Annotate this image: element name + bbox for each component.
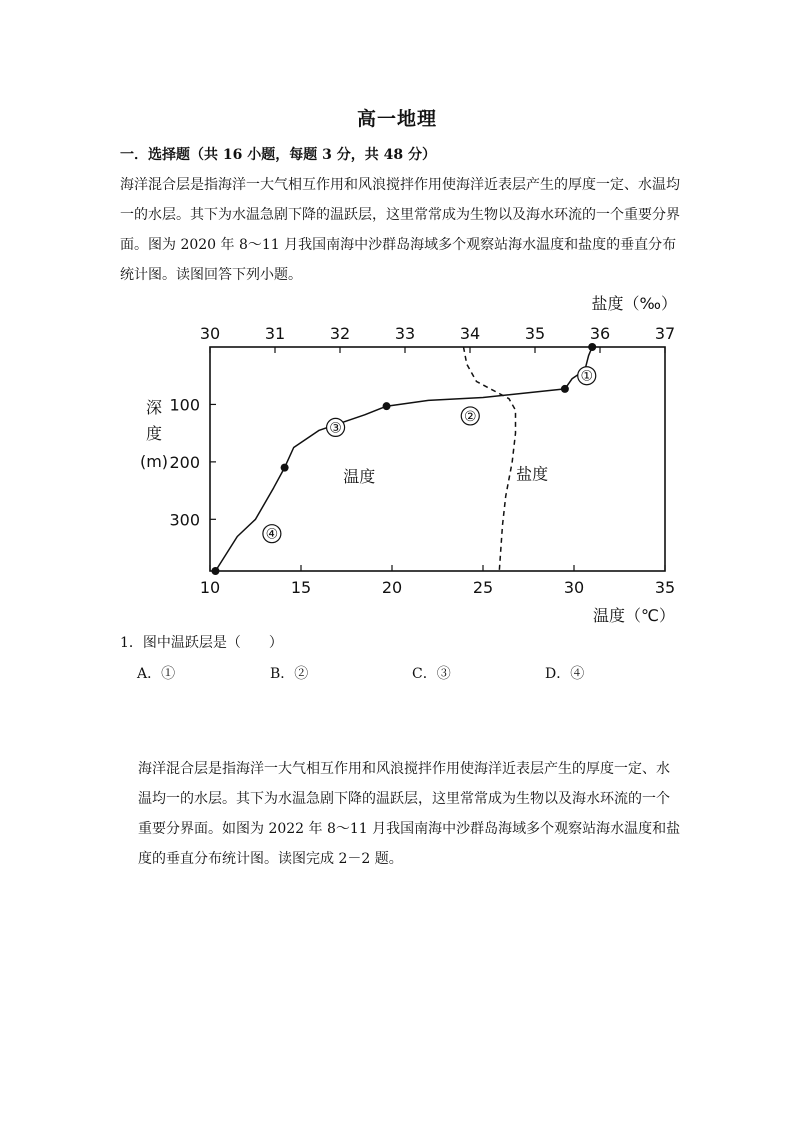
x-top-tick-label: 35 bbox=[524, 324, 546, 343]
y-axis-label: 度 bbox=[145, 424, 163, 443]
x-top-axis-label: 盐度（‰） bbox=[591, 294, 677, 313]
x-top-tick-label: 34 bbox=[459, 324, 481, 343]
x-bottom-tick-label: 15 bbox=[290, 578, 312, 597]
y-axis-label: 深 bbox=[145, 398, 163, 417]
zone-label: ① bbox=[580, 368, 594, 385]
question-1-option-b[interactable]: B．② bbox=[270, 666, 309, 682]
curve-label: 温度 bbox=[343, 467, 376, 487]
x-bottom-axis-label: 温度（℃） bbox=[593, 606, 675, 625]
page-title: 高一地理 bbox=[356, 108, 437, 130]
temperature-layer-marker bbox=[561, 385, 569, 393]
temperature-salinity-chart bbox=[130, 290, 690, 630]
x-top-tick-label: 31 bbox=[264, 324, 286, 343]
curve-label: 盐度 bbox=[516, 464, 549, 484]
x-bottom-tick-label: 30 bbox=[563, 578, 585, 597]
question-1-option-c[interactable]: C．③ bbox=[412, 666, 451, 682]
temperature-layer-marker bbox=[383, 402, 391, 410]
x-bottom-tick-label: 20 bbox=[381, 578, 403, 597]
question-1-stem: 1．图中温跃层是（ ） bbox=[120, 635, 283, 651]
x-top-tick-label: 37 bbox=[654, 324, 676, 343]
zone-label: ③ bbox=[329, 420, 342, 437]
y-tick-label: 200 bbox=[169, 452, 200, 472]
y-tick-label: 100 bbox=[169, 395, 200, 415]
x-bottom-tick-label: 35 bbox=[654, 578, 676, 597]
x-top-tick-label: 36 bbox=[589, 324, 611, 343]
x-bottom-tick-label: 25 bbox=[472, 578, 494, 597]
temperature-layer-marker bbox=[211, 567, 219, 575]
intro-paragraph: 海洋混合层是指海洋一大气相互作用和风浪搅拌作用使海洋近表层产生的厚度一定、水温均一的水层。其下为水温急剧下降的温跃层，这里常常成为生物以及海水环流的一个重要分界面。图为 2020 年 8～11 月我国南海中沙群岛海域多个观察站海水温度和盐度的垂直分布统计图。读图回答下列小题。 bbox=[120, 177, 680, 283]
second-paragraph: 海洋混合层是指海洋一大气相互作用和风浪搅拌作用使海洋近表层产生的厚度一定、水温均一的水层。其下为水温急剧下降的温跃层，这里常常成为生物以及海水环流的一个重要分界面。如图为 2022 年 8～11 月我国南海中沙群岛海域多个观察站海水温度和盐度的垂直分布统计图。读图完成 2－2 题。 bbox=[138, 761, 681, 867]
salinity-curve bbox=[464, 347, 516, 571]
x-top-tick-label: 33 bbox=[394, 324, 416, 343]
section-heading: 一．选择题（共 16 小题，每题 3 分，共 48 分） bbox=[120, 147, 436, 163]
x-bottom-tick-label: 10 bbox=[199, 578, 221, 597]
zone-label: ② bbox=[463, 408, 477, 425]
question-1-option-a[interactable]: A．① bbox=[137, 666, 176, 682]
temperature-layer-marker bbox=[281, 464, 289, 472]
y-tick-label: 300 bbox=[169, 510, 200, 530]
y-axis-label: (m) bbox=[139, 452, 169, 471]
x-top-tick-label: 30 bbox=[199, 324, 221, 343]
question-1-option-d[interactable]: D．④ bbox=[545, 666, 585, 682]
temperature-layer-marker bbox=[588, 343, 596, 351]
zone-label: ④ bbox=[265, 526, 279, 543]
x-top-tick-label: 32 bbox=[329, 324, 351, 343]
